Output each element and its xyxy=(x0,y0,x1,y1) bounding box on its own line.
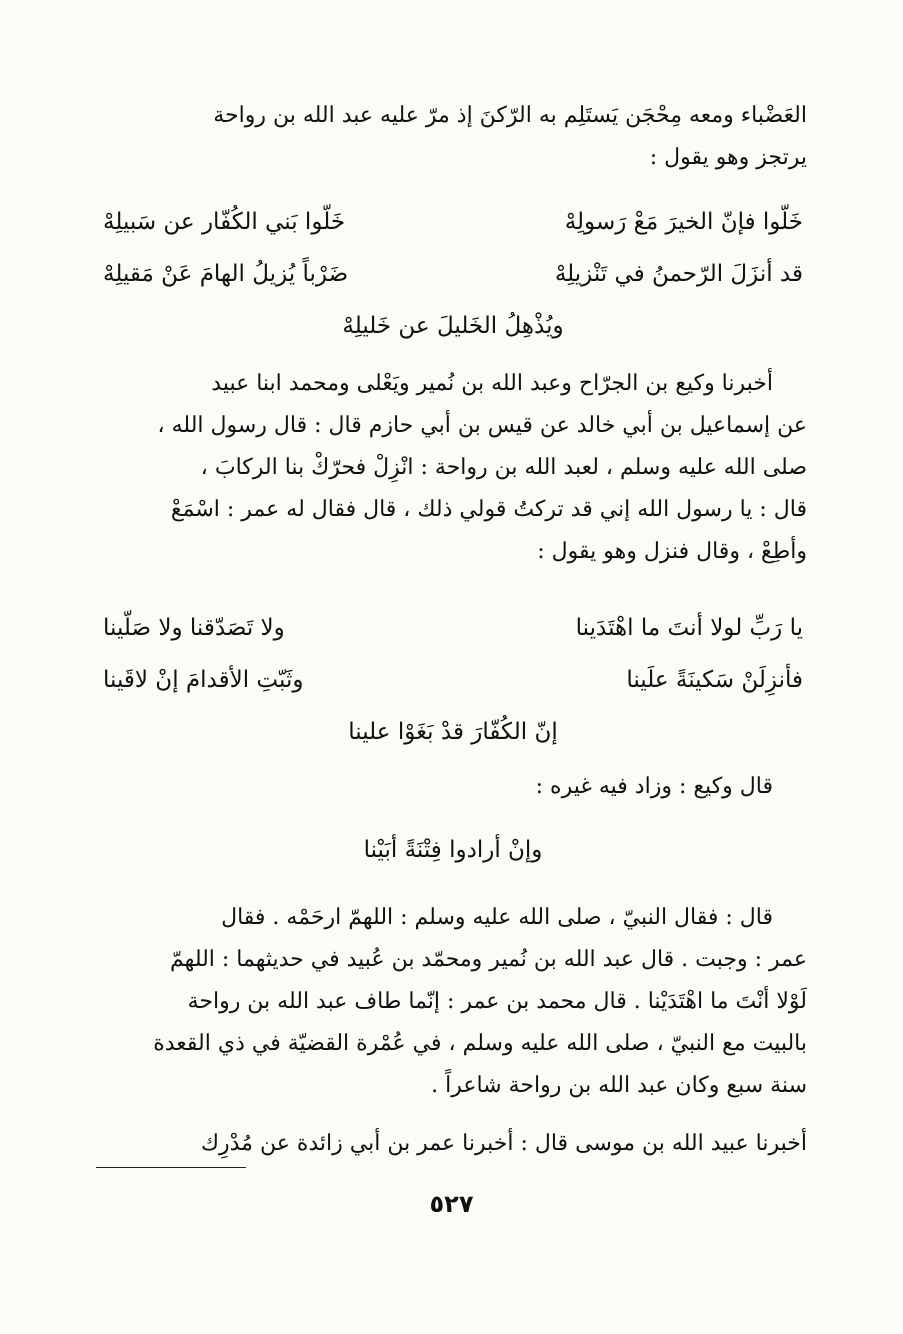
text-line: صلى الله عليه وسلم ، لعبد الله بن رواحة : انْزِلْ فحرّكْ بنا الركابَ ، xyxy=(200,455,807,480)
hemistich-first: خَلّوا فإنّ الخيرَ مَعْ رَسولِهْ xyxy=(564,209,803,235)
text-line: وأطِعْ ، وقال فنزل وهو يقول : xyxy=(537,539,807,564)
poem-verse-1 xyxy=(103,196,803,352)
hemistich-first: قد أنزَلَ الرّحمنُ في تَنْزيلِهْ xyxy=(554,261,803,287)
poem-verse-2 xyxy=(103,602,803,758)
hemistich-single: إنّ الكُفّارَ قدْ بَغَوْا علينا xyxy=(348,719,558,745)
verse-row xyxy=(103,196,803,248)
verse-row xyxy=(103,300,803,352)
hemistich-single: ويُذْهِلُ الخَليلَ عن خَليلِهْ xyxy=(342,313,564,339)
text-line: العَضْباء ومعه مِحْجَن يَستَلِم به الرّكنَ إذ مرّ عليه عبد الله بن رواحة xyxy=(213,103,807,128)
text-line: سنة سبع وكان عبد الله بن رواحة شاعراً . xyxy=(431,1073,807,1098)
text-line: عمر : وجبت . قال عبد الله بن نُمير ومحمّد بن عُبيد في حديثهما : اللهمّ xyxy=(170,947,807,972)
text-line: قال : يا رسول الله إني قد تركتُ قولي ذلك ، قال فقال له عمر : اسْمَعْ xyxy=(170,497,807,522)
verse-row xyxy=(103,706,803,758)
paragraph-isnad xyxy=(97,1123,807,1165)
paragraph-opening xyxy=(97,95,807,179)
text-line: عن إسماعيل بن أبي خالد عن قيس بن أبي حازم قال : قال رسول الله ، xyxy=(157,413,807,438)
hemistich-first: فأنزِلَنْ سَكينَةً علَينا xyxy=(626,667,803,693)
hemistich-second: ضَرْباً يُزيلُ الهامَ عَنْ مَقيلِهْ xyxy=(103,261,349,287)
text-line: قال وكيع : وزاد فيه غيره : xyxy=(535,774,773,799)
hemistich-second: خَلّوا بَني الكُفّار عن سَبيلِهْ xyxy=(103,209,346,235)
page-number: ٥٢٧ xyxy=(429,1190,474,1218)
text-line: لَوْلا أنْتَ ما اهْتَدَيْنا . قال محمد بن عمر : إنّما طاف عبد الله بن رواحة xyxy=(187,989,807,1014)
verse-row xyxy=(103,248,803,300)
hemistich-single: وإنْ أرادوا فِتْنَةً أبَيْنا xyxy=(363,837,543,863)
verse-row xyxy=(103,602,803,654)
hemistich-second: وثَبّتِ الأقدامَ إنْ لاقَينا xyxy=(103,667,304,693)
text-line: أخبرنا وكيع بن الجرّاح وعبد الله بن نُمير ويَعْلى ومحمد ابنا عبيد xyxy=(211,371,773,396)
paragraph-waki xyxy=(97,766,807,808)
hemistich-first: يا رَبِّ لولا أنتَ ما اهْتَدَينا xyxy=(575,615,803,641)
paragraph-prophet xyxy=(97,897,807,1107)
text-line: يرتجز وهو يقول : xyxy=(649,145,807,170)
verse-row xyxy=(103,824,803,876)
text-line: أخبرنا عبيد الله بن موسى قال : أخبرنا عمر بن أبي زائدة عن مُدْرِك xyxy=(200,1131,807,1156)
paragraph-hadith xyxy=(97,363,807,573)
verse-row xyxy=(103,654,803,706)
poem-verse-3 xyxy=(103,824,803,876)
text-line: قال : فقال النبيّ ، صلى الله عليه وسلم : اللهمّ ارحَمْه . فقال xyxy=(221,905,773,930)
text-line: بالبيت مع النبيّ ، صلى الله عليه وسلم ، في عُمْرة القضيّة في ذي القعدة xyxy=(153,1031,807,1056)
hemistich-second: ولا تَصَدّقنا ولا صَلّينا xyxy=(103,615,285,641)
footnote-divider xyxy=(96,1167,246,1168)
